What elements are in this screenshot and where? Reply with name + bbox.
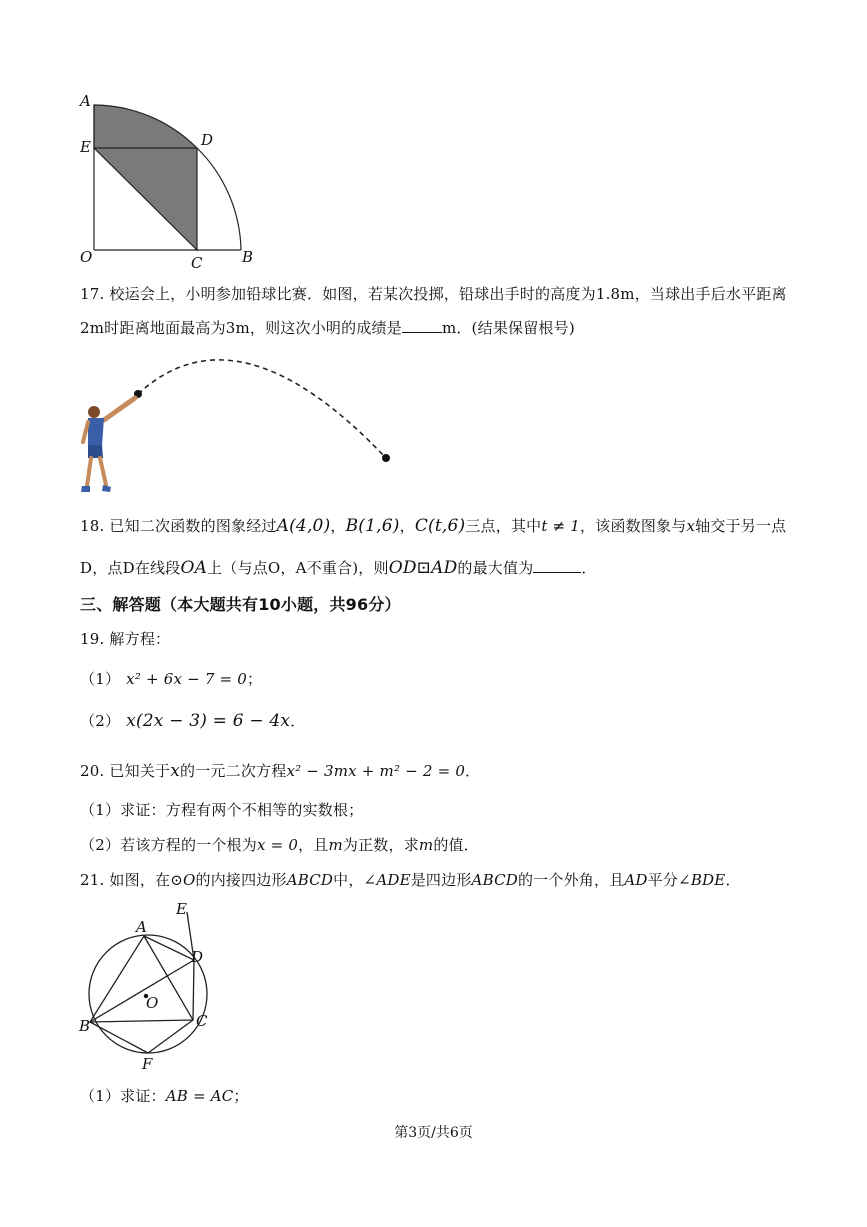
- q20-line: [80, 760, 480, 781]
- q20-equation: x² − 3mx + m² − 2 = 0: [286, 762, 466, 780]
- q21-O: O: [183, 871, 196, 889]
- q21-angle2: ∠BDE: [678, 871, 726, 889]
- q18-point-B: B(1,6): [345, 516, 400, 536]
- label-O: O: [146, 994, 159, 1012]
- label-E: E: [80, 138, 91, 156]
- q17-answer-blank[interactable]: [402, 318, 442, 333]
- q19-part1: [80, 668, 262, 689]
- label-D: D: [201, 131, 214, 149]
- q19-p2-label: （2）: [80, 712, 121, 730]
- q17-line2: [80, 317, 575, 338]
- page-number: 第3页/共6页: [394, 1125, 473, 1141]
- q18-text-d: 轴交于另一点: [695, 517, 787, 535]
- label-C: C: [191, 254, 203, 272]
- q21-quad2: ABCD: [471, 871, 518, 889]
- athlete-icon: [81, 398, 135, 492]
- q18-sep2: ，: [399, 517, 415, 535]
- q19-p2-equation: x(2x − 3) = 6 − 4x: [126, 711, 291, 731]
- shaded-region: [94, 105, 197, 250]
- q20-var: x: [170, 761, 181, 781]
- q21-text-d: 是四边形: [410, 871, 472, 889]
- q20-text-b: 的一元二次方程: [180, 762, 287, 780]
- q21-AD: AD: [624, 871, 648, 889]
- label-B: B: [79, 1017, 91, 1035]
- q17-text-a: 2m时距离地面最高为3m，则这次小明的成绩是: [80, 319, 402, 337]
- trajectory-path: [138, 360, 386, 458]
- q18-text-f: 上（与点O，A不重合)，则: [207, 559, 389, 577]
- q21-part1: [80, 1085, 249, 1106]
- q18-text-e: D，点D在线段: [80, 559, 181, 577]
- q20-m2: m: [418, 836, 434, 854]
- q20-text-c: ．: [465, 762, 481, 780]
- q21-text-e: 的一个外角，且: [517, 871, 625, 889]
- q21-p1-label: （1）求证：: [80, 1087, 166, 1105]
- q18-line1: [80, 515, 786, 536]
- q19-title: 19. 解方程：: [80, 630, 171, 648]
- q18-point-C: C(t,6): [414, 516, 466, 536]
- q20-p2-text-b: ，且: [298, 836, 329, 854]
- section-3-title: 三、解答题（本大题共有10小题，共96分）: [80, 595, 401, 614]
- q18-text-a: 18. 已知二次函数的图象经过: [80, 517, 277, 535]
- q19-p2-end: ．: [290, 712, 306, 730]
- circle-figure: [76, 898, 216, 1078]
- q20-part1: （1）求证：方程有两个不相等的实数根；: [80, 801, 364, 819]
- q20-root: x = 0: [256, 836, 299, 854]
- q21-p1-equation: AB = AC: [165, 1087, 234, 1105]
- label-C: C: [196, 1012, 208, 1030]
- q18-expression: OD⊡AD: [388, 558, 458, 578]
- q21-text-g: ．: [725, 871, 741, 889]
- q20-part2: [80, 834, 479, 855]
- q20-p2-text-a: （2）若该方程的一个根为: [80, 836, 257, 854]
- quad-ABCD: [90, 936, 194, 1022]
- label-F: F: [142, 1055, 153, 1073]
- q18-text-c: ，该函数图象与: [580, 517, 687, 535]
- q18-sep1: ，: [330, 517, 346, 535]
- q21-quad: ABCD: [286, 871, 334, 889]
- label-B: B: [242, 248, 254, 266]
- q18-segment: OA: [180, 558, 208, 578]
- q18-point-A: A(4,0): [276, 516, 331, 536]
- q18-line2: [80, 557, 597, 578]
- shot-landing-point: [382, 454, 390, 462]
- q17-line1: 17. 校运会上，小明参加铅球比赛．如图，若某次投掷，铅球出手时的高度为1.8m，当球出手后水平距离: [80, 285, 787, 303]
- q20-p2-text-c: 为正数，求: [342, 836, 419, 854]
- q20-text-a: 20. 已知关于: [80, 762, 171, 780]
- q21-angle1: ∠ADE: [363, 871, 411, 889]
- q17-text-b: m．(结果保留根号): [441, 319, 575, 337]
- q21-text-c: 中，: [333, 871, 364, 889]
- label-O: O: [80, 248, 93, 266]
- q20-p2-text-d: 的值．: [433, 836, 479, 854]
- q18-condition: t ≠ 1: [541, 517, 581, 535]
- label-D: D: [191, 948, 204, 966]
- label-E: E: [176, 900, 187, 918]
- arc-DB: [197, 148, 241, 250]
- q21-text-b: 的内接四边形: [195, 871, 287, 889]
- q18-x-var: x: [686, 517, 696, 535]
- q19-p1-end: ；: [247, 670, 263, 688]
- shotput-figure: [78, 342, 398, 500]
- q21-p1-end: ；: [233, 1087, 249, 1105]
- label-A: A: [80, 92, 91, 110]
- q18-text-h: ．: [581, 559, 597, 577]
- q20-m: m: [328, 836, 343, 854]
- q18-text-g: 的最大值为: [457, 559, 534, 577]
- sector-figure: [70, 88, 270, 273]
- q21-text-f: 平分: [647, 871, 679, 889]
- q19-p1-label: （1）: [80, 670, 121, 688]
- q21-text-a: 21. 如图，在⊙: [80, 871, 183, 889]
- segment-BD: [90, 960, 194, 1022]
- q21-line: [80, 869, 741, 890]
- q18-text-b: 三点，其中: [465, 517, 542, 535]
- q18-answer-blank[interactable]: [533, 558, 581, 573]
- q19-part2: [80, 710, 305, 731]
- label-A: A: [136, 918, 147, 936]
- q19-p1-equation: x² + 6x − 7 = 0: [126, 670, 248, 688]
- segment-BF: [90, 1022, 148, 1053]
